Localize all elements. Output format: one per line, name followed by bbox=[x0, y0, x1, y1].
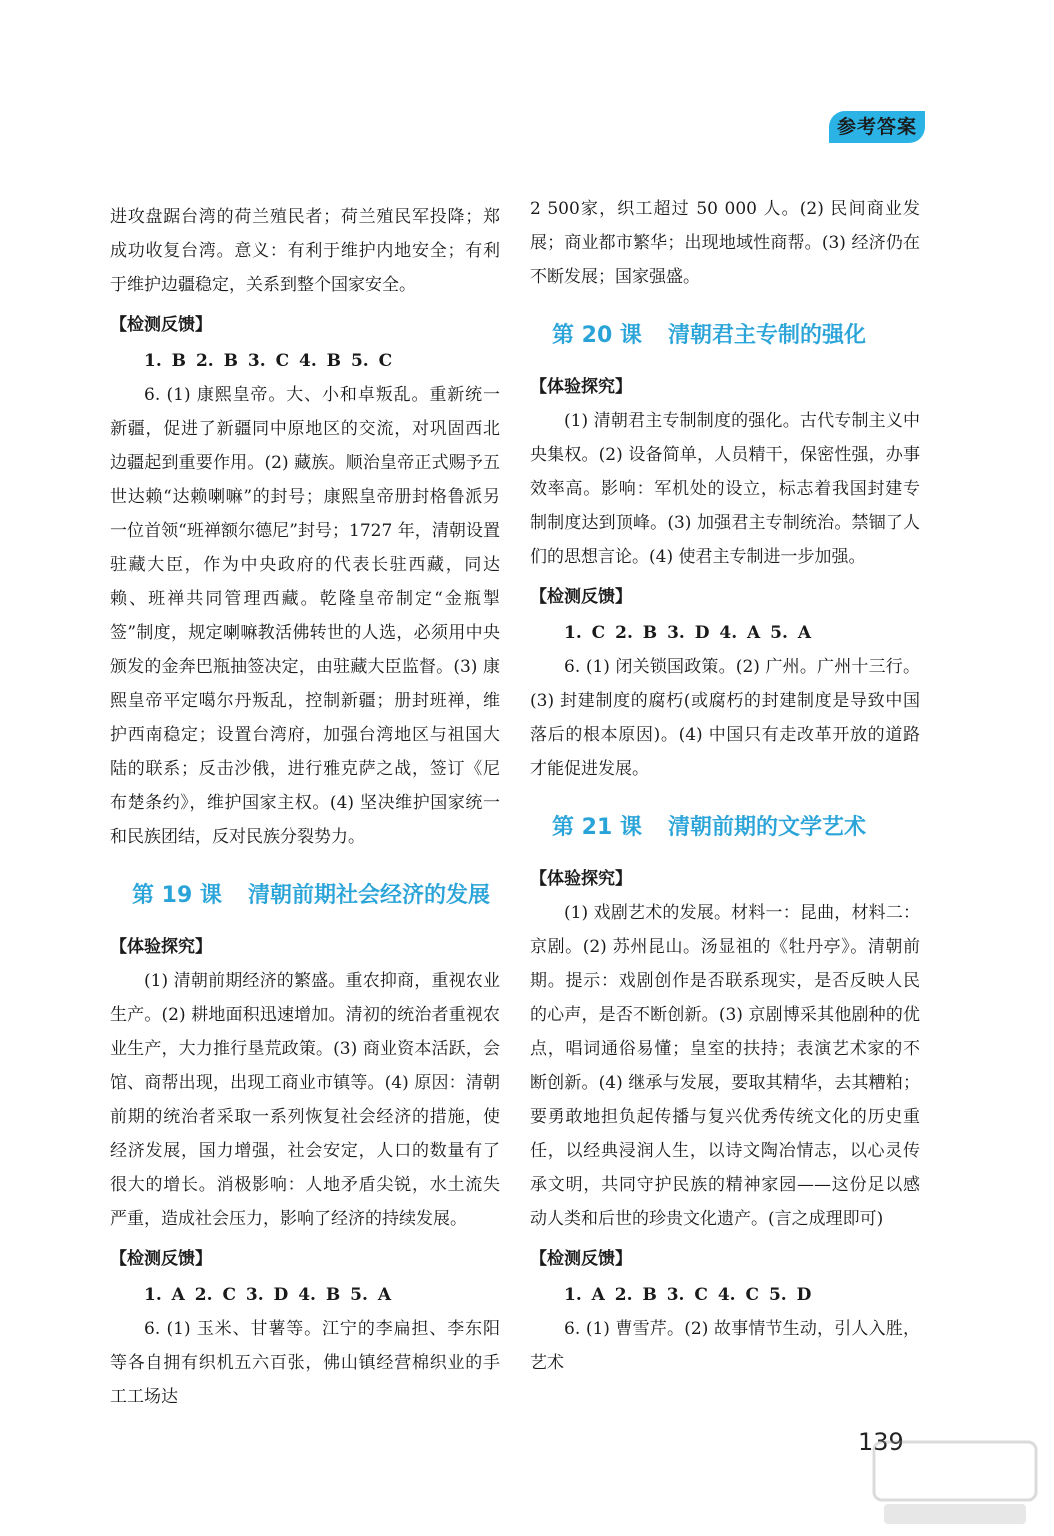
explore-label: 【体验探究】 bbox=[530, 377, 632, 397]
explore-text: (1) 清朝君主专制制度的强化。古代专制主义中央集权。(2) 设备简单，人员精干，保密性强，办事效率高。影响：军机处的设立，标志着我国封建专制制度达到顶峰。(3) 加强君主专制统治。禁锢了人们的思想言论。(4) 使君主专制进一步加强。 bbox=[530, 411, 920, 567]
feedback-answers: 1. C 2. B 3. D 4. A 5. A bbox=[564, 623, 812, 643]
answer-key-badge: 参考答案 bbox=[829, 111, 925, 143]
page-number: 139 bbox=[858, 1428, 904, 1456]
lesson-title: 清朝前期社会经济的发展 bbox=[247, 883, 490, 908]
lesson-number: 第 21 课 bbox=[552, 815, 642, 840]
lesson-number: 第 19 课 bbox=[132, 883, 222, 908]
intro-paragraph: 进攻盘踞台湾的荷兰殖民者；荷兰殖民军投降；郑成功收复台湾。意义：有利于维护内地安全；有利于维护边疆稳定，关系到整个国家安全。 bbox=[110, 207, 500, 295]
feedback-answers: 1. A 2. C 3. D 4. B 5. A bbox=[144, 1285, 392, 1305]
lesson-21-heading bbox=[530, 808, 920, 848]
feedback-answers: 1. B 2. B 3. C 4. B 5. C bbox=[144, 351, 393, 371]
lesson-number: 第 20 课 bbox=[552, 323, 642, 348]
feedback-q6: 6. (1) 康熙皇帝。大、小和卓叛乱。重新统一新疆，促进了新疆同中原地区的交流，对巩固西北边疆起到重要作用。(2) 藏族。顺治皇帝正式赐予五世达赖“达赖喇嘛”的封号；康熙皇帝册封格鲁派另一位首领“班禅额尔德尼”封号；1727 年，清朝设置驻藏大臣，作为中央政府的代表长驻西藏，同达赖、班禅共同管理西藏。乾隆皇帝制定“金瓶掣签”制度，规定喇嘛教活佛转世的人选，必须用中央颁发的金奔巴瓶抽签决定，由驻藏大臣监督。(3) 康熙皇帝平定噶尔丹叛乱，控制新疆；册封班禅，维护西南稳定；设置台湾府，加强台湾地区与祖国大陆的联系；反击沙俄，进行雅克萨之战，签订《尼布楚条约》，维护国家主权。(4) 坚决维护国家统一和民族团结，反对民族分裂势力。 bbox=[110, 385, 500, 847]
feedback-answers: 1. A 2. B 3. C 4. C 5. D bbox=[564, 1285, 812, 1305]
lesson-20-heading bbox=[530, 316, 920, 356]
feedback-q6: 6. (1) 曹雪芹。(2) 故事情节生动，引人入胜，艺术 bbox=[530, 1319, 920, 1373]
lesson-19-heading bbox=[110, 876, 500, 916]
feedback-q6: 6. (1) 闭关锁国政策。(2) 广州。广州十三行。(3) 封建制度的腐朽(或腐朽的封建制度是导致中国落后的根本原因)。(4) 中国只有走改革开放的道路才能促进发展。 bbox=[530, 657, 920, 779]
feedback-label: 【检测反馈】 bbox=[530, 1249, 632, 1269]
continued-paragraph: 2 500家，织工超过 50 000 人。(2) 民间商业发展；商业都市繁华；出现地域性商帮。(3) 经济仍在不断发展；国家强盛。 bbox=[530, 199, 920, 287]
lesson-title: 清朝君主专制的强化 bbox=[667, 323, 866, 348]
explore-label: 【体验探究】 bbox=[110, 937, 212, 957]
feedback-label: 【检测反馈】 bbox=[110, 315, 212, 335]
lesson-title: 清朝前期的文学艺术 bbox=[667, 815, 866, 840]
left-column bbox=[110, 200, 500, 1414]
feedback-label: 【检测反馈】 bbox=[110, 1249, 212, 1269]
watermark-logo-icon bbox=[870, 1438, 1040, 1528]
explore-text: (1) 清朝前期经济的繁盛。重农抑商，重视农业生产。(2) 耕地面积迅速增加。清初的统治者重视农业生产，大力推行垦荒政策。(3) 商业资本活跃，会馆、商帮出现，出现工商业市镇等。(4) 原因：清朝前期的统治者采取一系列恢复社会经济的措施，使经济发展，国力增强，社会安定，人口的数量有了很大的增长。消极影响：人地矛盾尖锐，水土流失严重，造成社会压力，影响了经济的持续发展。 bbox=[110, 971, 500, 1229]
feedback-q6: 6. (1) 玉米、甘薯等。江宁的李扁担、李东阳等各自拥有织机五六百张，佛山镇经营棉织业的手工工场达 bbox=[110, 1319, 500, 1407]
explore-label: 【体验探究】 bbox=[530, 869, 632, 889]
feedback-label: 【检测反馈】 bbox=[530, 587, 632, 607]
right-column bbox=[530, 192, 920, 1380]
explore-text: (1) 戏剧艺术的发展。材料一：昆曲，材料二：京剧。(2) 苏州昆山。汤显祖的《牡丹亭》。清朝前期。提示：戏剧创作是否联系现实，是否反映人民的心声，是否不断创新。(3) 京剧博采其他剧种的优点，唱词通俗易懂；皇室的扶持；表演艺术家的不断创新。(4) 继承与发展，要取其精华，去其糟粕；要勇敢地担负起传播与复兴优秀传统文化的历史重任，以经典浸润人生，以诗文陶冶情志，以心灵传承文明，共同守护民族的精神家园——这份足以感动人类和后世的珍贵文化遗产。(言之成理即可) bbox=[530, 903, 920, 1229]
